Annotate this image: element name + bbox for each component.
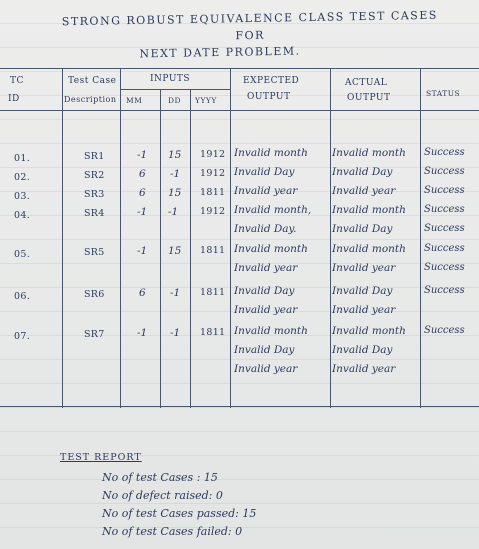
row-6-actual-2: Invalid year bbox=[332, 304, 396, 316]
row-7-expected-3: Invalid year bbox=[234, 363, 298, 375]
row-3-id: 03. bbox=[14, 191, 31, 202]
row-7-id: 07. bbox=[14, 331, 31, 342]
row-1-expected: Invalid month bbox=[234, 147, 308, 159]
row-6-expected-1: Invalid Day bbox=[234, 285, 295, 297]
row-4-yyyy: 1912 bbox=[200, 206, 226, 217]
report-passed: No of test Cases passed: 15 bbox=[102, 507, 257, 520]
inputs-divider bbox=[120, 89, 230, 90]
row-3-desc: SR3 bbox=[84, 189, 105, 200]
row-4-expected-1: Invalid month, bbox=[234, 204, 312, 216]
title-line-1: STRONG ROBUST EQUIVALENCE CLASS TEST CASES FOR bbox=[61, 8, 438, 43]
row-6-status: Success bbox=[424, 285, 465, 296]
row-1-mm: -1 bbox=[137, 149, 148, 161]
page-title bbox=[50, 10, 450, 61]
row-2-yyyy: 1912 bbox=[200, 168, 226, 179]
table-bottom-border bbox=[0, 406, 479, 407]
row-2-status: Success bbox=[424, 166, 465, 177]
header-status: STATUS bbox=[426, 89, 461, 98]
header-description: Description bbox=[64, 95, 117, 104]
header-actual: ACTUAL bbox=[345, 78, 388, 88]
row-2-expected: Invalid Day bbox=[234, 166, 295, 178]
row-4-status-1: Success bbox=[424, 204, 465, 215]
row-5-status-2: Success bbox=[424, 262, 465, 273]
row-1-desc: SR1 bbox=[84, 151, 105, 162]
row-7-mm: -1 bbox=[137, 327, 148, 339]
header-mm: MM bbox=[126, 96, 143, 105]
row-7-actual-1: Invalid month bbox=[332, 325, 406, 337]
row-5-expected-1: Invalid month bbox=[234, 243, 308, 255]
row-1-dd: 15 bbox=[168, 149, 182, 161]
row-5-id: 05. bbox=[14, 249, 31, 260]
row-7-dd: -1 bbox=[170, 327, 181, 339]
row-7-desc: SR7 bbox=[84, 329, 105, 340]
test-report-title: TEST REPORT bbox=[60, 452, 142, 463]
row-7-expected-2: Invalid Day bbox=[234, 344, 295, 356]
header-expected: EXPECTED bbox=[243, 76, 300, 86]
row-6-actual-1: Invalid Day bbox=[332, 285, 393, 297]
row-2-id: 02. bbox=[14, 172, 31, 183]
header-expected-output: OUTPUT bbox=[247, 92, 291, 102]
report-failed: No of test Cases failed: 0 bbox=[102, 525, 243, 538]
row-5-desc: SR5 bbox=[84, 247, 105, 258]
header-actual-output: OUTPUT bbox=[347, 93, 391, 103]
row-5-yyyy: 1811 bbox=[200, 245, 226, 256]
row-5-expected-2: Invalid year bbox=[234, 262, 298, 274]
row-4-desc: SR4 bbox=[84, 208, 105, 219]
row-6-expected-2: Invalid year bbox=[234, 304, 298, 316]
row-7-status: Success bbox=[424, 325, 465, 336]
row-5-status-1: Success bbox=[424, 243, 465, 254]
row-1-actual: Invalid month bbox=[332, 147, 406, 159]
row-6-id: 06. bbox=[14, 291, 31, 302]
row-5-actual-2: Invalid year bbox=[332, 262, 396, 274]
row-4-dd: -1 bbox=[168, 206, 179, 218]
header-inputs: INPUTS bbox=[150, 74, 191, 84]
col-divider-1 bbox=[62, 68, 63, 408]
test-report bbox=[60, 452, 256, 541]
row-6-dd: -1 bbox=[170, 287, 181, 299]
row-7-yyyy: 1811 bbox=[200, 327, 226, 338]
row-6-yyyy: 1811 bbox=[200, 287, 226, 298]
row-7-expected-1: Invalid month bbox=[234, 325, 308, 337]
row-2-mm: 6 bbox=[139, 168, 146, 180]
test-case-table bbox=[0, 68, 479, 408]
row-1-yyyy: 1912 bbox=[200, 149, 226, 160]
header-dd: DD bbox=[168, 96, 182, 105]
row-4-id: 04. bbox=[14, 210, 31, 221]
row-3-yyyy: 1811 bbox=[200, 187, 226, 198]
row-3-actual: Invalid year bbox=[332, 185, 396, 197]
row-2-dd: -1 bbox=[170, 168, 181, 180]
table-top-border bbox=[0, 68, 479, 69]
row-3-dd: 15 bbox=[168, 187, 182, 199]
row-6-mm: 6 bbox=[139, 287, 146, 299]
row-5-dd: 15 bbox=[168, 245, 182, 257]
col-divider-3 bbox=[160, 89, 161, 408]
header-test-case: Test Case bbox=[68, 76, 117, 86]
header-yyyy: YYYY bbox=[195, 96, 217, 105]
title-line-2: NEXT DATE PROBLEM. bbox=[139, 44, 301, 61]
report-defects: No of defect raised: 0 bbox=[102, 489, 223, 502]
header-tc: TC bbox=[10, 76, 24, 86]
col-divider-6 bbox=[330, 68, 331, 408]
row-1-id: 01. bbox=[14, 153, 31, 164]
row-4-expected-2: Invalid Day. bbox=[234, 223, 297, 235]
col-divider-4 bbox=[190, 89, 191, 408]
row-5-mm: -1 bbox=[137, 245, 148, 257]
row-2-desc: SR2 bbox=[84, 170, 105, 181]
col-divider-5 bbox=[230, 68, 231, 408]
row-6-desc: SR6 bbox=[84, 289, 105, 300]
row-3-expected: Invalid year bbox=[234, 185, 298, 197]
row-4-actual-2: Invalid Day bbox=[332, 223, 393, 235]
header-bottom-border bbox=[0, 110, 479, 111]
row-4-actual-1: Invalid month bbox=[332, 204, 406, 216]
row-3-status: Success bbox=[424, 185, 465, 196]
row-7-actual-3: Invalid year bbox=[332, 363, 396, 375]
col-divider-2 bbox=[120, 68, 121, 408]
row-2-actual: Invalid Day bbox=[332, 166, 393, 178]
row-3-mm: 6 bbox=[139, 187, 146, 199]
report-total-cases: No of test Cases : 15 bbox=[102, 471, 218, 484]
row-4-mm: -1 bbox=[137, 206, 148, 218]
row-7-actual-2: Invalid Day bbox=[332, 344, 393, 356]
row-4-status-2: Success bbox=[424, 223, 465, 234]
header-id: ID bbox=[8, 94, 20, 104]
row-1-status: Success bbox=[424, 147, 465, 158]
col-divider-7 bbox=[420, 68, 421, 408]
row-5-actual-1: Invalid month bbox=[332, 243, 406, 255]
